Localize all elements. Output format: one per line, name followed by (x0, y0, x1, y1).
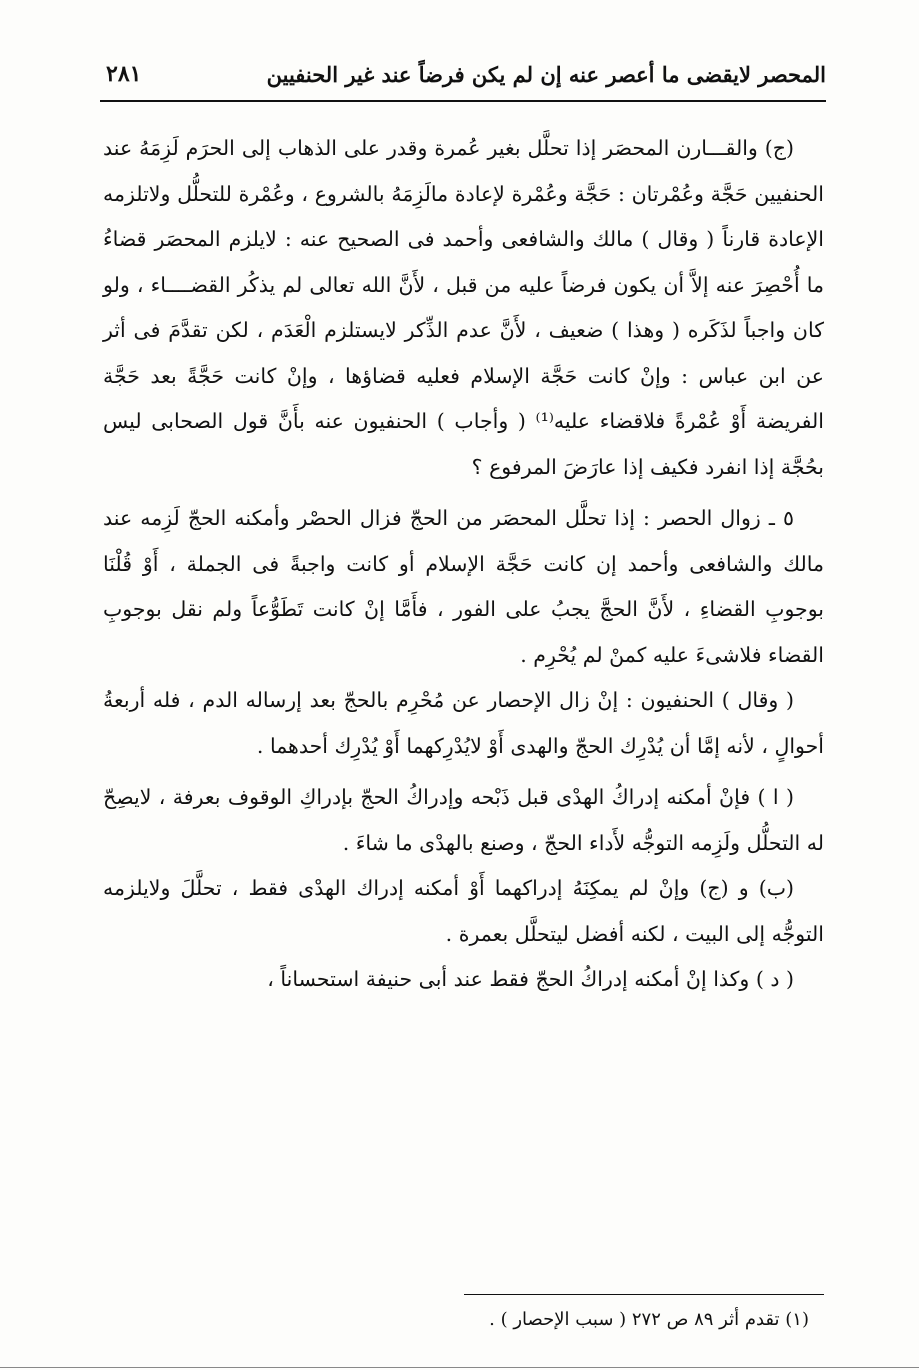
paragraph-zawal-alhasr: ٥ ـ زوال الحصر : إذا تحلَّل المحصَر من الحجّ فزال الحصْر وأمكنه الحجّ لَزِمه عند مالك والشافعى وأحمد إن كانت حَجَّة الإسلام أو كانت واجبةً فى الجملة ، أَوْ قُلْنَا بوجوبِ القضاءِ ، لأَنَّ الحجَّ يجبُ على الفور ، فأَمَّا إنْ كانت تَطَوُّعاً ولم نقل بوجوبِ القضاء فلاشىءَ عليه كمنْ لم يُحْرِم . (103, 506, 824, 667)
page-number: ٢٨١ (106, 61, 142, 87)
page-bottom-edge (0, 1367, 919, 1368)
paragraph-qarin: (ج) والقـــارن المحصَر إذا تحلَّل بغير عُمرة وقدر على الذهاب إلى الحرَم لَزِمَهُ عند الحنفيين حَجَّة وعُمْرتان : حَجَّة وعُمْرة لإعادة مالَزِمَهُ بالشروع ، وعُمْرة للتحلُّل ولاتلزمه الإعادة قارناً ( وقال ) مالك والشافعى وأحمد فى الصحيح عنه : لايلزم المحصَر قضاءُ ما أُحْصِرَ عنه إلاَّ أن يكون فرضاً عليه من قبل ، لأَنَّ الله تعالى لم يذكُر القضــــاء ، ولو كان واجباً لذَكَره ( وهذا ) ضعيف ، لأَنَّ عدم الذِّكر لايستلزم الْعَدَم ، لكن تقدَّمَ فى أثر عن ابن عباس : وإنْ كانت حَجَّة الإسلام فعليه قضاؤها ، وإنْ كانت حَجَّةً بعد حَجَّة الفريضة أَوْ عُمْرةً فلاقضاء عليه⁽¹⁾ ( وأجاب ) الحنفيون عنه بأَنَّ قول الصحابى ليس بحُجَّة إذا انفرد فكيف إذا عارَضَ المرفوع ؟ (103, 136, 824, 479)
paragraph-case-ba-jim: (ب) و (ج) وإنْ لم يمكِنَهُ إدراكهما أَوْ أمكنه إدراك الهدْى فقط ، تحلَّلَ ولايلزمه التوجُّه إلى البيت ، لكنه أفضل ليتحلَّل بعمرة . (103, 876, 824, 946)
footnote: (١) تقدم أثر ٨٩ ص ٢٧٢ ( سبب الإحصار ) . (489, 1309, 809, 1330)
footnote-rule (464, 1294, 824, 1295)
running-header (100, 58, 826, 94)
paragraph-case-alif: ( ا ) فإنْ أمكنه إدراكُ الهدْى قبل ذَبْحه وإدراكُ الحجّ بإدراكِ الوقوف بعرفة ، لايصِحّ له التحلُّل ولَزِمه التوجُّه لأَداء الحجّ ، وصنع بالهدْى ما شاءَ . (103, 785, 824, 855)
header-rule (100, 100, 826, 102)
header-title: المحصر لايقضى ما أعصر عنه إن لم يكن فرضاً عند غير الحنفيين (266, 62, 826, 87)
body-text (103, 126, 824, 1003)
paragraph-case-dal: ( د ) وكذا إنْ أمكنه إدراكُ الحجّ فقط عند أبى حنيفة استحساناً ، (267, 967, 794, 991)
paragraph-hanafi-view: ( وقال ) الحنفيون : إنْ زال الإحصار عن مُحْرِم بالحجّ بعد إرساله الدم ، فله أربعةُ أحوالٍ ، لأنه إمَّا أن يُدْرِك الحجّ والهدى أَوْ لايُدْرِكهما أَوْ يُدْرِك أحدهما . (103, 688, 824, 758)
